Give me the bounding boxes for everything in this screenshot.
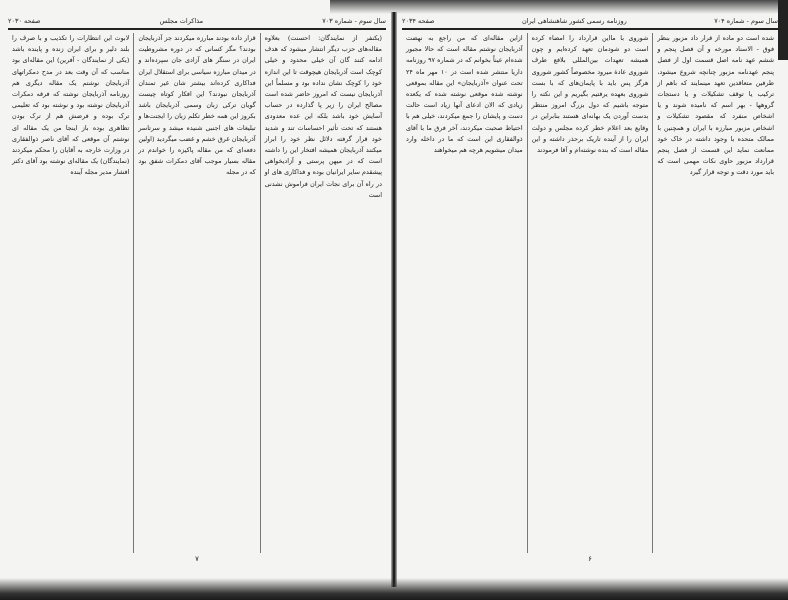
issue-number: سال سوم - شماره ۷۰۴: [714, 17, 778, 25]
scan-shadow-edge: [778, 0, 788, 60]
right-page-columns: [402, 33, 778, 553]
text-column: لابوت این انتظارات را تکذیب و با صرف را بلند دلیر و برای ایران زنده و پاینده باشد (یکی از نمایندگان - آفرین) این مقاله‌ای بود مناسب که آن وقت بعد در مدح دمکراتهای آذربایجان نوشتم یک مقاله دیگری هم روزنامه آذربایجان نوشته که فرقه دمکرات آذربایجان نوشته بود و نوشته بود که تعلیمی ترک بوده و فرضش هم از ترک بودن تظاهری بوده باز اینجا من یک مقاله ای نوشتم آن موقعی که آقای ناصر ذوالفقاری در وزارت خارجه به آقایان را محکم میکردند (نمایندگان) یک مقاله‌ای نوشته بود آقای دکتر افشار مدیر مجله آینده: [12, 34, 130, 177]
text-column: (یکنفر از نمایندگان: احسنت) بعلاوه مقاله‌های حزب دیگر انتشار میشود که هدف ادامه کنند گان آن خیلی محدود و خیلی کوچک است آذربایجان هیچوقت تا این اندازه خود را کوچک نشان نداده بود و مسلماً این آذربایجان نیست که امروز حاضر شده است مصالح ایران را زیر پا گذارده در حساب آسایش خود باشد بلکه این عده معدودی هستند که تحت تأثیر احساسات تند و شدید خود قرار گرفته دلائل نظر خود را ابراز میکنند آذربایجان همیشه افتخار این را داشته است که در میهن پرستی و آزادیخواهی پیشقدم سایر ایرانیان بوده و فداکاری های او در راه آن برای نجات ایران فراموش نشدنی است: [260, 33, 386, 553]
section-title: مذاکرات مجلس: [159, 17, 204, 25]
text-column: قرار داده بودند مبارزه میکردند جز آذربایجان بودند؟ مگر کسانی که در دوره مشروطیت ایران در سنگر های آزادی جان سپرده‌اند و در میدان مبارزه سیاسی برای استقلال ایران فداکاری کرده‌اند بیشتر شان غیر تمندان آذربایجان نبودند؟ این افکار کوتاه چیست گویان ترکی زبان وسمی آذربایجان باشد بکروز این همه خطر تکلم زبان را ایجنت‌ها و تبلیغات های اجنبی شنیده میشد و سرتاسر آذربایجان غرق خشم و غضب میگردید (اولین دفعه‌ای که من مقاله پاکیزه را خواندم در مقاله بسیار موجب آقای دمکرات شفق بود که در مجله: [133, 33, 259, 553]
text-column: ازاین مقاله‌ای که من راجع به نهضت آذربایجان نوشتم مقاله است که حالا مجبور شده‌ام عیناً بخوانم که در شماره ۹۷ روزنامه داریا منتشر شده است در ۱۰ مهر ماه ۲۴ تحت عنوان «آذربایجان» این مقاله بموقعی نوشته شده موقعی نوشته شده که یکعده زیادی که الان ادعای آنها زیاد است حالت دست و پایشان را جمع میکردند، خیلی هم با احتیاط صحبت میکردند، آخر فرق ما با آقای ذوالفقاری این است که ما در داخله وارد میدان میشویم هرچه هم میخواهند: [405, 34, 523, 155]
left-page-columns: [8, 33, 386, 553]
text-column: شوروی با مااین قرارداد را امضاء کرده است دو شودمان تعهد کرده‌ایم و چون همیشه تعهدات بین‌المللی بلافع طرف شوروی عادة میرود مخصوصاً کشور شوروی هرگز پس باید با پایمان‌های که با بست شوروی بعهده یرفتیم بگیریم و این نکته را متوجه باشیم که دول بزرگ امروز منتظر بدست آوردن یک بهانه‌ای هستند بنابراین در وقایع بعد اعلام خطر کرده مجلس و دولت ایران را از آینده تاریک برحذر داشته و این مقاله است که بنده نوشته‌ام و آقا فرمودند: [527, 33, 653, 553]
right-page: [402, 16, 778, 576]
left-page-header: [8, 16, 386, 26]
header-rule: [8, 28, 386, 30]
text-column: شده است دو ماده از قرار داد مزبور بنظر فوق - الاسناد مورخه و آن فصل پنجم و ششم عهد نامه اصل قسمت اول از فصل پنجم عهدنامه مزبور چنانچه شروع میشود، طرفین متعاقدین تعهد مینمایند که باهم از ترکیب یا توقف تشکیلات و یا دستجات گروهها - بهر اسم که نامیده شوند و یا اشخاص منفرد که مقصود تشکیلات و اشخاص مزبور مبارزه با ایران و همچنین با ممالک متحده با وجود داشته در خاک خود ممانعت نماید این قسمت از فصل پنجم قرارداد مزبور حاوی نکات مهمی است که باید مورد دقت و توجه قرار گیرد: [652, 33, 778, 553]
header-rule: [402, 28, 778, 30]
right-page-header: [402, 16, 778, 26]
page-number: صفحه ۲۰۳۴: [402, 17, 435, 25]
left-page: [8, 16, 386, 576]
footer-page-number: ۷: [195, 555, 199, 563]
newspaper-title: روزنامه رسمی کشور شاهنشاهی ایران: [521, 17, 627, 25]
scan-shadow-top: [330, 0, 788, 14]
scan-shadow-bottom: [0, 578, 788, 600]
binding-gutter: [391, 12, 397, 587]
issue-number: سال سوم - شماره ۷۰۳: [322, 17, 386, 25]
page-number: صفحه ۲۰۳۰: [8, 17, 41, 25]
footer-page-number: ۶: [588, 555, 592, 563]
